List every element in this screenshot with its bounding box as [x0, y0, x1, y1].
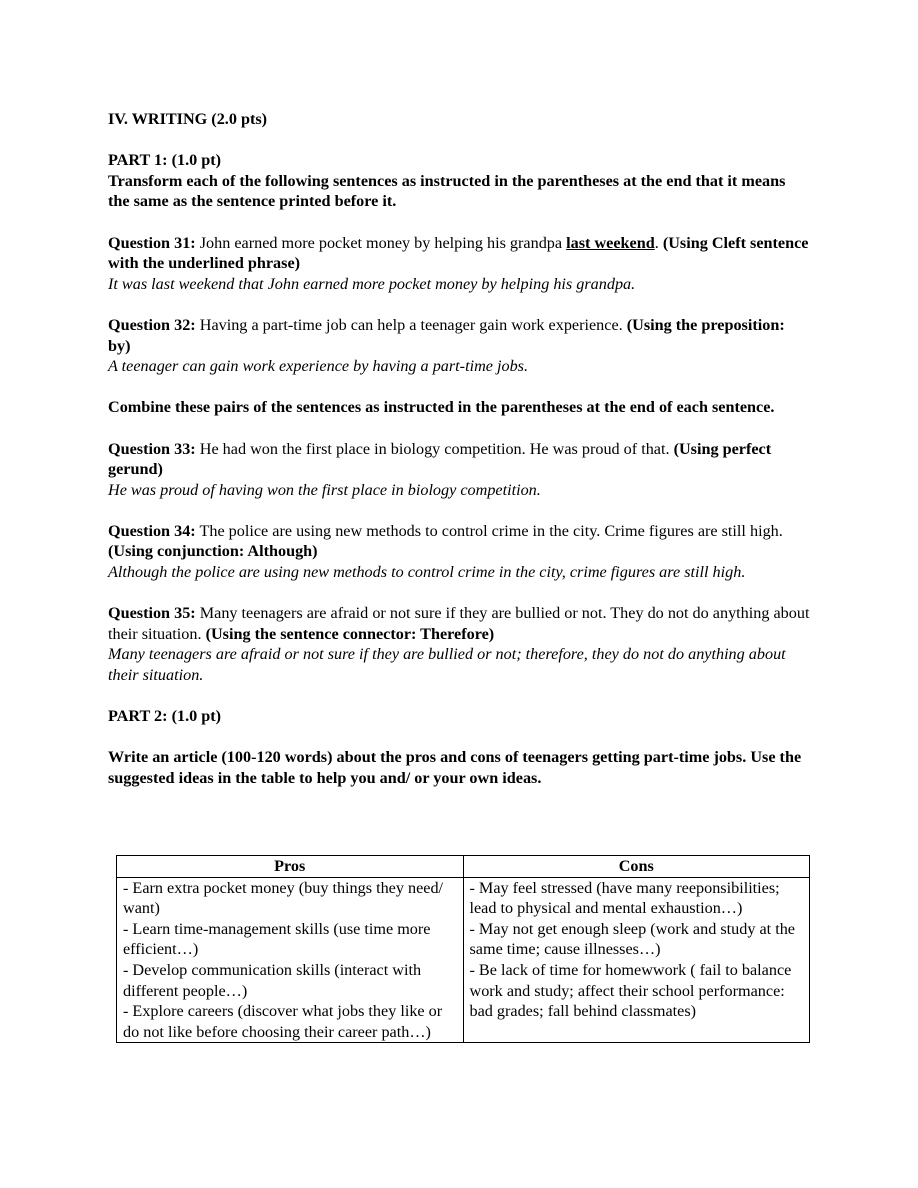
question-text-end: .: [654, 233, 663, 252]
question-text: Having a part-time job can help a teenager gain work experience.: [195, 315, 627, 334]
question-34: [108, 521, 811, 583]
question-33: [108, 439, 811, 501]
question-instruction: (Using perfect gerund): [108, 439, 772, 479]
part1-instruction: Transform each of the following sentences as instructed in the parentheses at the end that it means the same as the sentence printed before it.: [108, 171, 786, 211]
pros-item: - Explore careers (discover what jobs they like or do not like before choosing their career path…): [123, 1002, 443, 1041]
pros-item: - Learn time-management skills (use time more efficient…): [123, 919, 431, 959]
part1-heading: PART 1: (1.0 pt): [108, 151, 222, 170]
question-instruction: (Using conjunction: Although): [108, 542, 318, 561]
combine-instruction: Combine these pairs of the sentences as instructed in the parentheses at the end of each sentence.: [108, 398, 775, 417]
question-32: [108, 315, 811, 377]
question-text: John earned more pocket money by helping his grandpa: [195, 233, 567, 252]
answer: A teenager can gain work experience by having a part-time jobs.: [108, 357, 529, 376]
section-title: IV. WRITING (2.0 pts): [108, 110, 268, 128]
cons-item: - May feel stressed (have many reeponsibilities; lead to physical and mental exhaustion…): [469, 878, 780, 918]
question-label: Question 35:: [108, 604, 196, 623]
question-35: [108, 603, 811, 685]
question-label: Question 33:: [108, 439, 196, 458]
cons-item: - May not get enough sleep (work and study at the same time; cause illnesses…): [469, 919, 795, 959]
part2-instruction: Write an article (100-120 words) about the pros and cons of teenagers getting part-time jobs. Use the suggested ideas in the table to help you and/ or your own ideas.: [108, 748, 802, 787]
answer: It was last weekend that John earned more pocket money by helping his grandpa.: [108, 274, 636, 293]
question-label: Question 31:: [108, 233, 196, 252]
writing-section: [108, 109, 811, 789]
question-text: Many teenagers are afraid or not sure if they are bullied or not. They do not do anything about their situation.: [108, 604, 810, 643]
answer: Many teenagers are afraid or not sure if they are bullied or not; therefore, they do not do anything about their situation.: [108, 645, 786, 685]
question-label: Question 32:: [108, 315, 196, 334]
answer: Although the police are using new methods to control crime in the city, crime figures are still high.: [108, 563, 746, 582]
table-header-row: [117, 856, 810, 878]
pros-header: Pros: [117, 856, 464, 878]
question-label: Question 34:: [108, 521, 196, 540]
underlined-phrase: last weekend: [566, 233, 655, 252]
pros-cell: [117, 877, 464, 1043]
question-instruction: (Using Cleft sentence with the underlined phrase): [108, 233, 809, 273]
cons-cell: [463, 877, 810, 1043]
pros-item: - Develop communication skills (interact with different people…): [123, 960, 422, 1000]
question-31: [108, 233, 811, 295]
pros-item: - Earn extra pocket money (buy things they need/ want): [123, 878, 444, 918]
pros-cons-table: [116, 855, 810, 1043]
answer: He was proud of having won the first place in biology competition.: [108, 480, 541, 499]
question-instruction: (Using the preposition: by): [108, 315, 785, 355]
question-instruction: (Using the sentence connector: Therefore): [205, 624, 495, 643]
cons-item: - Be lack of time for homewwork ( fail to balance work and study; affect their school performance: bad grades; fall behind classmates): [469, 960, 792, 1021]
question-text: The police are using new methods to control crime in the city. Crime figures are still high.: [195, 521, 783, 540]
table-row: [117, 877, 810, 1043]
part2-heading: PART 2: (1.0 pt): [108, 707, 222, 726]
question-text: He had won the first place in biology competition. He was proud of that.: [195, 439, 674, 458]
cons-header: Cons: [463, 856, 810, 878]
